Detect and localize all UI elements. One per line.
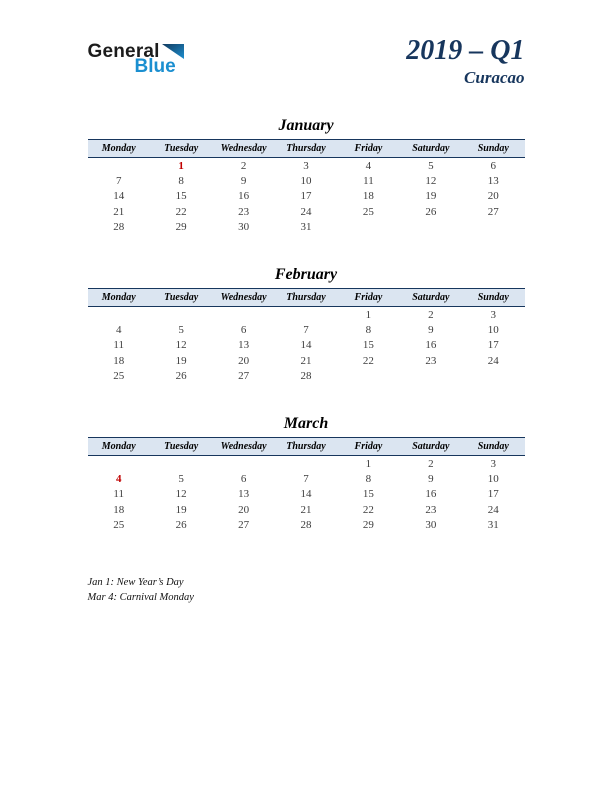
month-february	[88, 265, 525, 384]
day-cell: 19	[175, 354, 187, 367]
day-cell: 25	[113, 519, 125, 532]
weekday-label: Monday	[101, 440, 136, 452]
weekday-label: Saturday	[412, 291, 450, 303]
week-row	[88, 220, 525, 235]
day-cell: 15	[362, 339, 374, 352]
day-cell: 2	[240, 159, 247, 172]
day-cell: 13	[487, 175, 499, 188]
week-row	[88, 158, 525, 173]
weekday-label: Tuesday	[164, 291, 199, 303]
day-cell: 20	[487, 190, 499, 203]
empty-day-cell	[88, 307, 150, 322]
weekday-label: Thursday	[286, 440, 326, 452]
day-cell: 7	[303, 324, 309, 337]
holiday-day-cell: 1	[178, 159, 184, 172]
day-cell: 23	[238, 205, 250, 218]
day-cell: 8	[178, 175, 184, 188]
month-march	[88, 414, 525, 533]
week-row	[88, 456, 525, 471]
day-cell: 16	[238, 190, 250, 203]
day-cell: 1	[365, 457, 372, 470]
week-row	[88, 189, 525, 204]
day-cell: 20	[238, 354, 250, 367]
weekday-label: Monday	[101, 291, 136, 303]
day-cell: 3	[490, 308, 497, 321]
location-subtitle: Curacao	[464, 68, 525, 87]
month-january	[88, 116, 525, 235]
day-cell: 19	[175, 503, 187, 516]
empty-day-cell	[337, 369, 399, 384]
day-cell: 30	[425, 519, 437, 532]
day-cell: 7	[115, 175, 122, 188]
holiday-footnotes	[88, 575, 525, 605]
week-row	[88, 369, 525, 384]
page-header	[88, 34, 525, 88]
empty-day-cell	[400, 220, 462, 235]
month-title: February	[274, 265, 338, 283]
day-cell: 18	[113, 354, 125, 367]
weekday-label: Friday	[354, 291, 383, 303]
weekday-label: Saturday	[412, 143, 450, 154]
weekday-label: Friday	[354, 143, 383, 154]
day-cell: 5	[178, 472, 184, 485]
day-cell: 26	[175, 519, 187, 532]
day-cell: 6	[240, 324, 247, 337]
day-cell: 29	[362, 519, 374, 532]
day-cell: 10	[487, 472, 499, 485]
day-cell: 14	[300, 488, 312, 501]
day-cell: 17	[487, 339, 499, 352]
day-cell: 22	[175, 205, 187, 218]
day-cell: 6	[490, 159, 497, 172]
day-cell: 11	[113, 488, 124, 501]
day-cell: 24	[300, 205, 312, 218]
holiday-footnote: Jan 1: New Year’s Day	[87, 576, 184, 588]
day-cell: 21	[300, 354, 312, 367]
day-cell: 9	[428, 324, 434, 337]
general-blue-logo	[88, 34, 185, 76]
weekday-header-row	[88, 437, 525, 456]
week-row	[88, 471, 525, 486]
week-row	[88, 517, 525, 532]
empty-day-cell	[462, 369, 524, 384]
day-cell: 12	[175, 339, 187, 352]
day-cell: 8	[365, 472, 372, 485]
day-cell: 10	[300, 175, 312, 188]
weekday-label: Wednesday	[220, 143, 267, 154]
day-cell: 3	[303, 159, 309, 172]
day-cell: 27	[487, 205, 499, 218]
day-cell: 23	[425, 503, 437, 516]
day-cell: 9	[428, 472, 434, 485]
week-row	[88, 353, 525, 368]
empty-day-cell	[275, 307, 337, 322]
empty-day-cell	[275, 456, 337, 471]
day-cell: 16	[425, 339, 437, 352]
day-cell: 10	[487, 324, 499, 337]
day-cell: 9	[240, 175, 247, 188]
day-cell: 13	[238, 488, 250, 501]
week-row	[88, 307, 525, 322]
week-row	[88, 487, 525, 502]
day-cell: 13	[238, 339, 250, 352]
week-row	[88, 338, 525, 353]
day-cell: 27	[238, 519, 250, 532]
week-row	[88, 173, 525, 188]
weekday-header-row	[88, 139, 525, 158]
day-cell: 5	[178, 324, 184, 337]
day-cell: 3	[490, 457, 497, 470]
empty-day-cell	[462, 220, 524, 235]
day-cell: 21	[300, 503, 312, 516]
months-container	[88, 116, 525, 533]
day-cell: 22	[362, 354, 374, 367]
day-cell: 23	[425, 354, 437, 367]
day-cell: 18	[113, 503, 125, 516]
day-cell: 12	[175, 488, 187, 501]
weekday-label: Sunday	[477, 440, 509, 452]
day-cell: 2	[428, 308, 434, 321]
week-row	[88, 322, 525, 337]
day-cell: 30	[238, 221, 250, 234]
empty-day-cell	[150, 456, 212, 471]
holiday-footnote: Mar 4: Carnival Monday	[87, 591, 194, 603]
empty-day-cell	[88, 456, 150, 471]
logo-text-blue: Blue	[134, 56, 176, 77]
day-cell: 4	[365, 159, 372, 172]
day-cell: 21	[113, 205, 125, 218]
day-cell: 14	[300, 339, 312, 352]
weekday-label: Saturday	[412, 440, 450, 452]
empty-day-cell	[400, 369, 462, 384]
weekday-label: Wednesday	[220, 291, 267, 303]
day-cell: 12	[425, 175, 437, 188]
day-cell: 20	[238, 503, 250, 516]
weekday-label: Friday	[354, 440, 383, 452]
day-cell: 22	[362, 503, 374, 516]
day-cell: 8	[365, 324, 372, 337]
month-title: January	[278, 117, 334, 134]
page-title: 2019 – Q1	[406, 35, 525, 66]
day-cell: 1	[365, 308, 372, 321]
day-cell: 24	[487, 503, 499, 516]
weekday-label: Thursday	[286, 143, 326, 154]
day-cell: 2	[428, 457, 434, 470]
day-cell: 26	[175, 370, 187, 383]
day-cell: 7	[303, 472, 309, 485]
week-row	[88, 502, 525, 517]
day-cell: 31	[300, 221, 312, 234]
week-row	[88, 204, 525, 219]
day-cell: 27	[238, 370, 250, 383]
day-cell: 15	[362, 488, 374, 501]
day-cell: 29	[175, 221, 187, 234]
empty-day-cell	[212, 307, 274, 322]
day-cell: 17	[300, 190, 312, 203]
weekday-label: Thursday	[286, 291, 326, 303]
weekday-label: Tuesday	[164, 143, 199, 154]
empty-day-cell	[212, 456, 274, 471]
day-cell: 28	[300, 370, 312, 383]
weekday-label: Sunday	[477, 291, 509, 303]
logo-text-general: General	[87, 41, 160, 62]
weekday-label: Tuesday	[164, 440, 199, 452]
day-cell: 24	[487, 354, 499, 367]
weekday-label: Sunday	[477, 143, 509, 154]
day-cell: 28	[300, 519, 312, 532]
holiday-day-cell: 4	[115, 472, 122, 485]
empty-day-cell	[150, 307, 212, 322]
weekday-header-row	[88, 288, 525, 307]
empty-day-cell	[88, 158, 150, 173]
day-cell: 6	[240, 472, 247, 485]
day-cell: 28	[113, 221, 125, 234]
day-cell: 18	[362, 190, 374, 203]
day-cell: 11	[113, 339, 124, 352]
day-cell: 26	[425, 205, 437, 218]
day-cell: 14	[113, 190, 125, 203]
day-cell: 25	[113, 370, 125, 383]
day-cell: 16	[425, 488, 437, 501]
day-cell: 5	[428, 159, 434, 172]
day-cell: 31	[487, 519, 499, 532]
weekday-label: Wednesday	[220, 440, 267, 452]
day-cell: 25	[362, 205, 374, 218]
title-block	[406, 34, 524, 88]
month-title: March	[283, 414, 329, 432]
day-cell: 11	[363, 175, 374, 188]
day-cell: 17	[487, 488, 499, 501]
day-cell: 19	[425, 190, 437, 203]
day-cell: 15	[175, 190, 187, 203]
day-cell: 4	[115, 324, 122, 337]
empty-day-cell	[337, 220, 399, 235]
weekday-label: Monday	[101, 143, 136, 154]
